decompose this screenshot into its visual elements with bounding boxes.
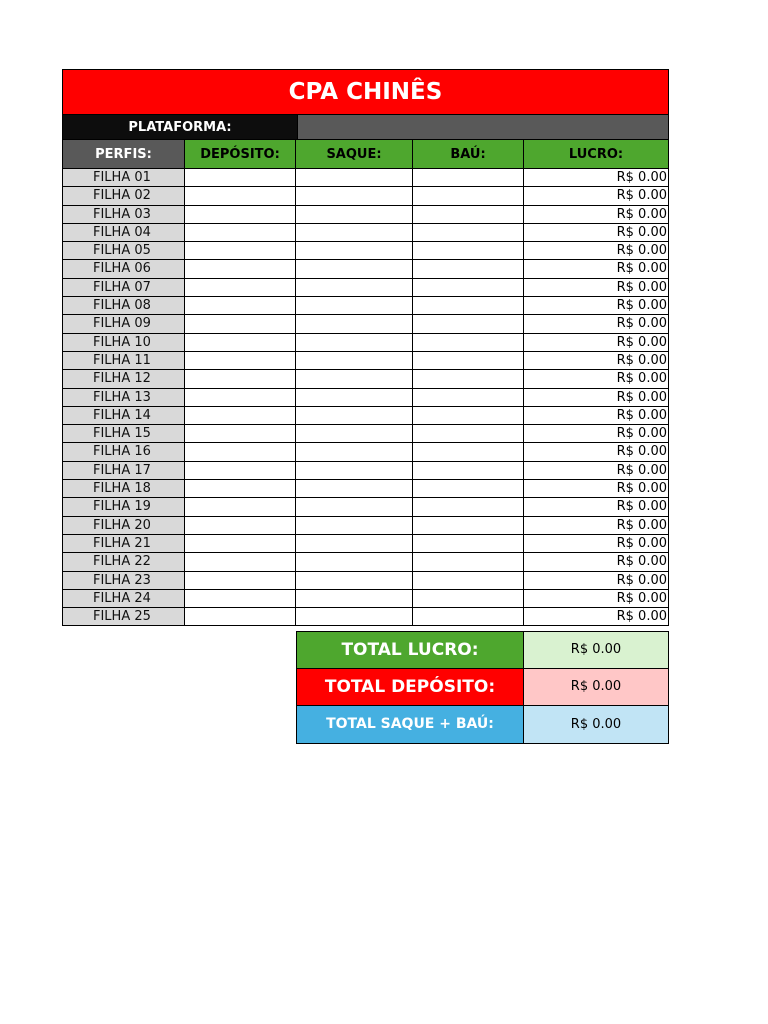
deposito-cell[interactable] [185, 498, 296, 516]
bau-cell[interactable] [413, 553, 524, 571]
perfil-cell: FILHA 07 [62, 279, 185, 297]
deposito-cell[interactable] [185, 315, 296, 333]
lucro-cell: R$ 0.00 [524, 462, 669, 480]
saque-cell[interactable] [296, 187, 413, 205]
table-row [62, 407, 669, 425]
table-row [62, 315, 669, 333]
plataforma-row [62, 115, 669, 139]
deposito-cell[interactable] [185, 260, 296, 278]
saque-cell[interactable] [296, 297, 413, 315]
plataforma-label: PLATAFORMA: [63, 115, 297, 139]
lucro-cell: R$ 0.00 [524, 334, 669, 352]
perfil-cell: FILHA 08 [62, 297, 185, 315]
perfil-cell: FILHA 24 [62, 590, 185, 608]
saque-cell[interactable] [296, 517, 413, 535]
lucro-cell: R$ 0.00 [524, 187, 669, 205]
perfil-cell: FILHA 18 [62, 480, 185, 498]
bau-cell[interactable] [413, 370, 524, 388]
table-row [62, 443, 669, 461]
table-row [62, 535, 669, 553]
lucro-cell: R$ 0.00 [524, 498, 669, 516]
total-saque-bau-row [296, 706, 669, 744]
total-saque-bau-value: R$ 0.00 [524, 706, 669, 744]
table-header [62, 139, 669, 169]
perfil-cell: FILHA 23 [62, 572, 185, 590]
table-row [62, 590, 669, 608]
perfil-cell: FILHA 15 [62, 425, 185, 443]
table-row [62, 224, 669, 242]
lucro-cell: R$ 0.00 [524, 572, 669, 590]
saque-cell[interactable] [296, 443, 413, 461]
deposito-cell[interactable] [185, 572, 296, 590]
lucro-cell: R$ 0.00 [524, 279, 669, 297]
perfil-cell: FILHA 25 [62, 608, 185, 626]
table-row [62, 297, 669, 315]
saque-cell[interactable] [296, 260, 413, 278]
bau-cell[interactable] [413, 389, 524, 407]
table-row [62, 352, 669, 370]
deposito-cell[interactable] [185, 443, 296, 461]
lucro-cell: R$ 0.00 [524, 315, 669, 333]
sheet-title: CPA CHINÊS [62, 69, 669, 115]
lucro-cell: R$ 0.00 [524, 407, 669, 425]
deposito-cell[interactable] [185, 462, 296, 480]
lucro-cell: R$ 0.00 [524, 425, 669, 443]
lucro-cell: R$ 0.00 [524, 443, 669, 461]
perfil-cell: FILHA 01 [62, 169, 185, 187]
bau-cell[interactable] [413, 517, 524, 535]
deposito-cell[interactable] [185, 297, 296, 315]
deposito-cell[interactable] [185, 279, 296, 297]
lucro-cell: R$ 0.00 [524, 480, 669, 498]
bau-cell[interactable] [413, 169, 524, 187]
saque-cell[interactable] [296, 224, 413, 242]
bau-cell[interactable] [413, 462, 524, 480]
bau-cell[interactable] [413, 425, 524, 443]
bau-cell[interactable] [413, 334, 524, 352]
saque-cell[interactable] [296, 352, 413, 370]
table-row [62, 279, 669, 297]
bau-cell[interactable] [413, 498, 524, 516]
total-lucro-value: R$ 0.00 [524, 631, 669, 669]
saque-cell[interactable] [296, 535, 413, 553]
total-deposito-label: TOTAL DEPÓSITO: [296, 669, 524, 707]
table-row [62, 572, 669, 590]
deposito-cell[interactable] [185, 389, 296, 407]
bau-cell[interactable] [413, 206, 524, 224]
bau-cell[interactable] [413, 279, 524, 297]
lucro-cell: R$ 0.00 [524, 389, 669, 407]
saque-cell[interactable] [296, 480, 413, 498]
lucro-cell: R$ 0.00 [524, 553, 669, 571]
saque-cell[interactable] [296, 370, 413, 388]
perfil-cell: FILHA 05 [62, 242, 185, 260]
table-row [62, 608, 669, 626]
table-row [62, 553, 669, 571]
saque-cell[interactable] [296, 169, 413, 187]
perfil-cell: FILHA 16 [62, 443, 185, 461]
perfil-cell: FILHA 03 [62, 206, 185, 224]
perfil-cell: FILHA 14 [62, 407, 185, 425]
table-row [62, 480, 669, 498]
deposito-cell[interactable] [185, 608, 296, 626]
perfil-cell: FILHA 12 [62, 370, 185, 388]
total-lucro-row [296, 631, 669, 669]
header-lucro: LUCRO: [524, 140, 669, 169]
deposito-cell[interactable] [185, 187, 296, 205]
table-row [62, 517, 669, 535]
table-row [62, 425, 669, 443]
lucro-cell: R$ 0.00 [524, 535, 669, 553]
bau-cell[interactable] [413, 260, 524, 278]
bau-cell[interactable] [413, 187, 524, 205]
lucro-cell: R$ 0.00 [524, 370, 669, 388]
table-row [62, 169, 669, 187]
perfil-cell: FILHA 11 [62, 352, 185, 370]
deposito-cell[interactable] [185, 407, 296, 425]
deposito-cell[interactable] [185, 590, 296, 608]
spreadsheet [62, 69, 669, 626]
deposito-cell[interactable] [185, 535, 296, 553]
bau-cell[interactable] [413, 608, 524, 626]
lucro-cell: R$ 0.00 [524, 352, 669, 370]
deposito-cell[interactable] [185, 517, 296, 535]
lucro-cell: R$ 0.00 [524, 608, 669, 626]
total-lucro-label: TOTAL LUCRO: [296, 631, 524, 669]
saque-cell[interactable] [296, 572, 413, 590]
table-row [62, 260, 669, 278]
deposito-cell[interactable] [185, 242, 296, 260]
lucro-cell: R$ 0.00 [524, 260, 669, 278]
plataforma-input[interactable] [297, 115, 668, 139]
deposito-cell[interactable] [185, 425, 296, 443]
lucro-cell: R$ 0.00 [524, 206, 669, 224]
perfil-cell: FILHA 13 [62, 389, 185, 407]
saque-cell[interactable] [296, 608, 413, 626]
saque-cell[interactable] [296, 407, 413, 425]
deposito-cell[interactable] [185, 370, 296, 388]
perfil-cell: FILHA 09 [62, 315, 185, 333]
bau-cell[interactable] [413, 572, 524, 590]
saque-cell[interactable] [296, 553, 413, 571]
perfil-cell: FILHA 10 [62, 334, 185, 352]
perfil-cell: FILHA 02 [62, 187, 185, 205]
saque-cell[interactable] [296, 279, 413, 297]
perfil-cell: FILHA 17 [62, 462, 185, 480]
bau-cell[interactable] [413, 315, 524, 333]
bau-cell[interactable] [413, 443, 524, 461]
bau-cell[interactable] [413, 590, 524, 608]
table-row [62, 370, 669, 388]
header-saque: SAQUE: [296, 140, 413, 169]
bau-cell[interactable] [413, 242, 524, 260]
bau-cell[interactable] [413, 535, 524, 553]
saque-cell[interactable] [296, 242, 413, 260]
deposito-cell[interactable] [185, 224, 296, 242]
bau-cell[interactable] [413, 297, 524, 315]
table-body [62, 169, 669, 626]
total-deposito-row [296, 669, 669, 707]
lucro-cell: R$ 0.00 [524, 517, 669, 535]
perfil-cell: FILHA 20 [62, 517, 185, 535]
lucro-cell: R$ 0.00 [524, 297, 669, 315]
saque-cell[interactable] [296, 315, 413, 333]
perfil-cell: FILHA 19 [62, 498, 185, 516]
saque-cell[interactable] [296, 425, 413, 443]
saque-cell[interactable] [296, 462, 413, 480]
lucro-cell: R$ 0.00 [524, 169, 669, 187]
saque-cell[interactable] [296, 334, 413, 352]
total-saque-bau-label: TOTAL SAQUE + BAÚ: [296, 706, 524, 744]
table-row [62, 389, 669, 407]
saque-cell[interactable] [296, 498, 413, 516]
header-bau: BAÚ: [413, 140, 524, 169]
table-row [62, 334, 669, 352]
lucro-cell: R$ 0.00 [524, 590, 669, 608]
perfil-cell: FILHA 04 [62, 224, 185, 242]
bau-cell[interactable] [413, 224, 524, 242]
deposito-cell[interactable] [185, 169, 296, 187]
bau-cell[interactable] [413, 480, 524, 498]
bau-cell[interactable] [413, 407, 524, 425]
header-perfis: PERFIS: [62, 140, 185, 169]
deposito-cell[interactable] [185, 334, 296, 352]
deposito-cell[interactable] [185, 480, 296, 498]
total-deposito-value: R$ 0.00 [524, 669, 669, 707]
perfil-cell: FILHA 06 [62, 260, 185, 278]
deposito-cell[interactable] [185, 352, 296, 370]
table-row [62, 187, 669, 205]
saque-cell[interactable] [296, 206, 413, 224]
perfil-cell: FILHA 22 [62, 553, 185, 571]
table-row [62, 206, 669, 224]
lucro-cell: R$ 0.00 [524, 224, 669, 242]
perfil-cell: FILHA 21 [62, 535, 185, 553]
deposito-cell[interactable] [185, 553, 296, 571]
saque-cell[interactable] [296, 590, 413, 608]
saque-cell[interactable] [296, 389, 413, 407]
table-row [62, 462, 669, 480]
header-deposito: DEPÓSITO: [185, 140, 296, 169]
bau-cell[interactable] [413, 352, 524, 370]
lucro-cell: R$ 0.00 [524, 242, 669, 260]
table-row [62, 498, 669, 516]
table-row [62, 242, 669, 260]
totals-block [296, 631, 669, 744]
deposito-cell[interactable] [185, 206, 296, 224]
